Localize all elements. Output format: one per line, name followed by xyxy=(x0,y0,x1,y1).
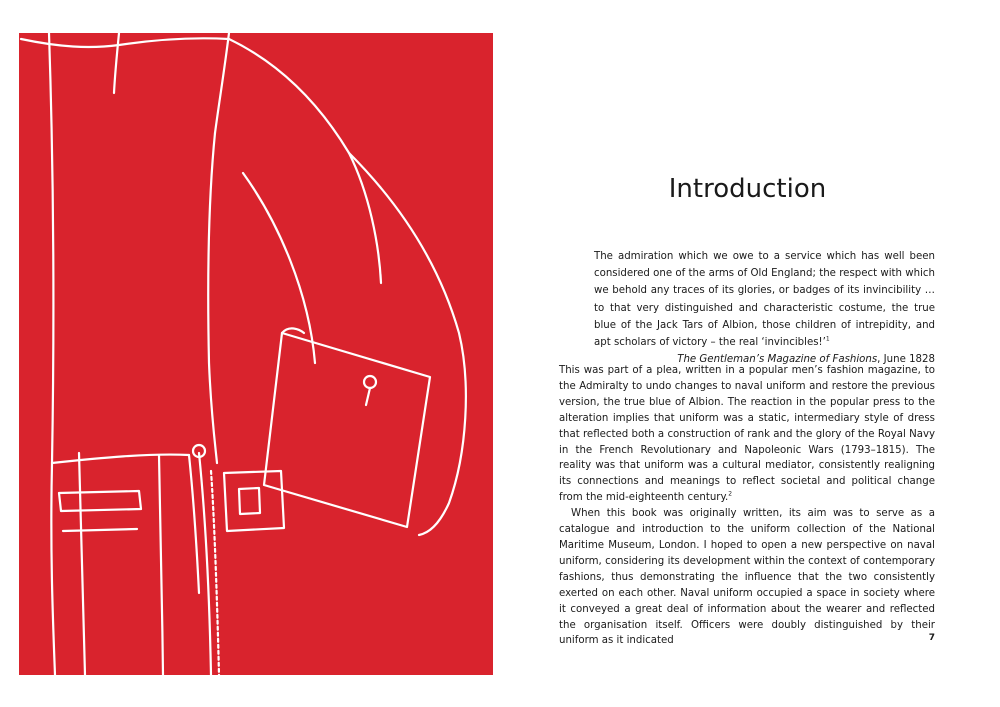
epigraph-source-title: The Gentleman’s Magazine of Fashions xyxy=(677,354,878,366)
page-number: 7 xyxy=(928,633,935,643)
epigraph-block xyxy=(594,248,935,368)
body-text xyxy=(559,363,935,649)
body-paragraph-1-text: This was part of a plea, written in a popular men’s fashion magazine, to the Admiralty to undo changes to naval uniform and restore the previous version, the true blue of Albion. The reaction in the popular press to the alteration implies that uniform was a static, intermediary style of dress that reflected both a construction of rank and the glory of the Royal Navy in the French Revolutionary and Napoleonic Wars (1793–1815). The reality was that uniform was a cultural mediator, consistently realigning its connections and meanings to reflect societal and political change from the mid-eighteenth century. xyxy=(559,365,935,504)
footnote-marker-2: 2 xyxy=(728,490,733,498)
footnote-marker-1: 1 xyxy=(825,335,830,343)
page-title: Introduction xyxy=(668,174,827,204)
coat-sketch-illustration xyxy=(19,33,493,675)
epigraph-quote xyxy=(594,248,935,351)
body-paragraph-2: When this book was originally written, its aim was to serve as a catalogue and introduction to the uniform collection of the National Maritime Museum, London. I hoped to open a new perspective on naval uniform, considering its development within the context of contemporary fashions, thus demonstrating the influence that the two consistently exerted on each other. Naval uniform occupied a space in society where it conveyed a great deal of information about the wearer and reflected the organisation itself. Officers were doubly distinguished by their uniform as it indicated xyxy=(559,508,935,647)
body-paragraph-1 xyxy=(559,363,935,506)
epigraph-quote-text: The admiration which we owe to a service which has well been considered one of the arms of Old England; the respect with which we behold any traces of its glories, or badges of its invincibility … to that very distinguished and characteristic costume, the true blue of the Jack Tars of Albion, those children of intrepidity, and apt scholars of victory – the real ‘invincibles!’ xyxy=(594,251,935,349)
epigraph-source-date: , June 1828 xyxy=(877,354,935,366)
coat-sketch-drawing xyxy=(19,33,493,675)
illustration-background xyxy=(19,33,493,675)
